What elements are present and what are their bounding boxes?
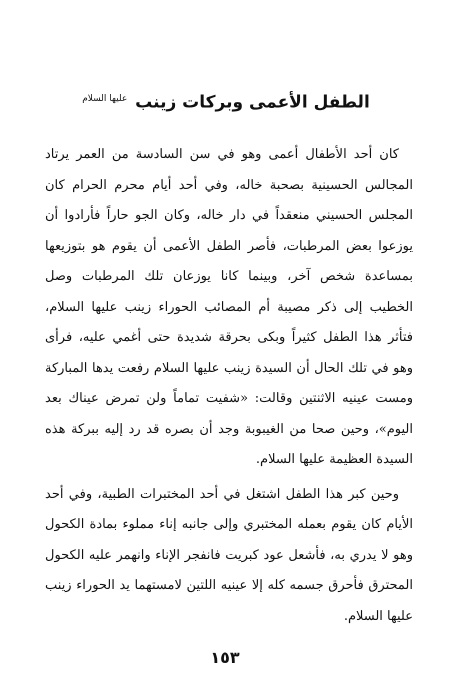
- chapter-title: [40, 86, 410, 116]
- body-text: [45, 140, 413, 632]
- paragraph-1: كان أحد الأطفال أعمى وهو في سن السادسة من العمر يرتاد المجالس الحسينية بصحبة خاله، وفي أحد أيام محرم الحرام كان المجلس الحسيني منعقداً في دار خاله، وكان الجو حاراً فأرادوا أن يوزعوا بعض المرطبات، فأصر الطفل الأعمى أن يقوم هو بتوزيعها بمساعدة شخص آخر، وبينما كانا يوزعان تلك المرطبات وصل الخطيب إلى ذكر مصيبة أم المصائب الحوراء زينب عليها السلام، فتأثر هذا الطفل كثيراً وبكى بحرقة شديدة حتى أغمي عليه، فرأى وهو في تلك الحال أن السيدة زينب عليها السلام رفعت يدها المباركة ومست عينيه الاثنتين وقالت: «شفيت تماماً ولن تمرض عيناك بعد اليوم»، وحين صحا من الغيبوبة وجد أن بصره قد رد إليه ببركة هذه السيدة العظيمة عليها السلام.: [45, 147, 413, 467]
- page-number: ١٥٣: [210, 648, 240, 667]
- paragraph-2: وحين كبر هذا الطفل اشتغل في أحد المختبرات الطبية، وفي أحد الأيام كان يقوم بعمله المختبري وإلى جانبه إناء مملوء بمادة الكحول وهو لا يدري به، فأشعل عود كبريت فانفجر الإناء وانهمر عليه الكحول المحترق فأحرق جسمه كله إلا عينيه اللتين لامستهما يد الحوراء زينب عليها السلام.: [45, 486, 413, 624]
- honorific-mark: عليها السلام: [82, 94, 128, 104]
- chapter-title-text: الطفل الأعمى وبركات زينب: [135, 92, 370, 113]
